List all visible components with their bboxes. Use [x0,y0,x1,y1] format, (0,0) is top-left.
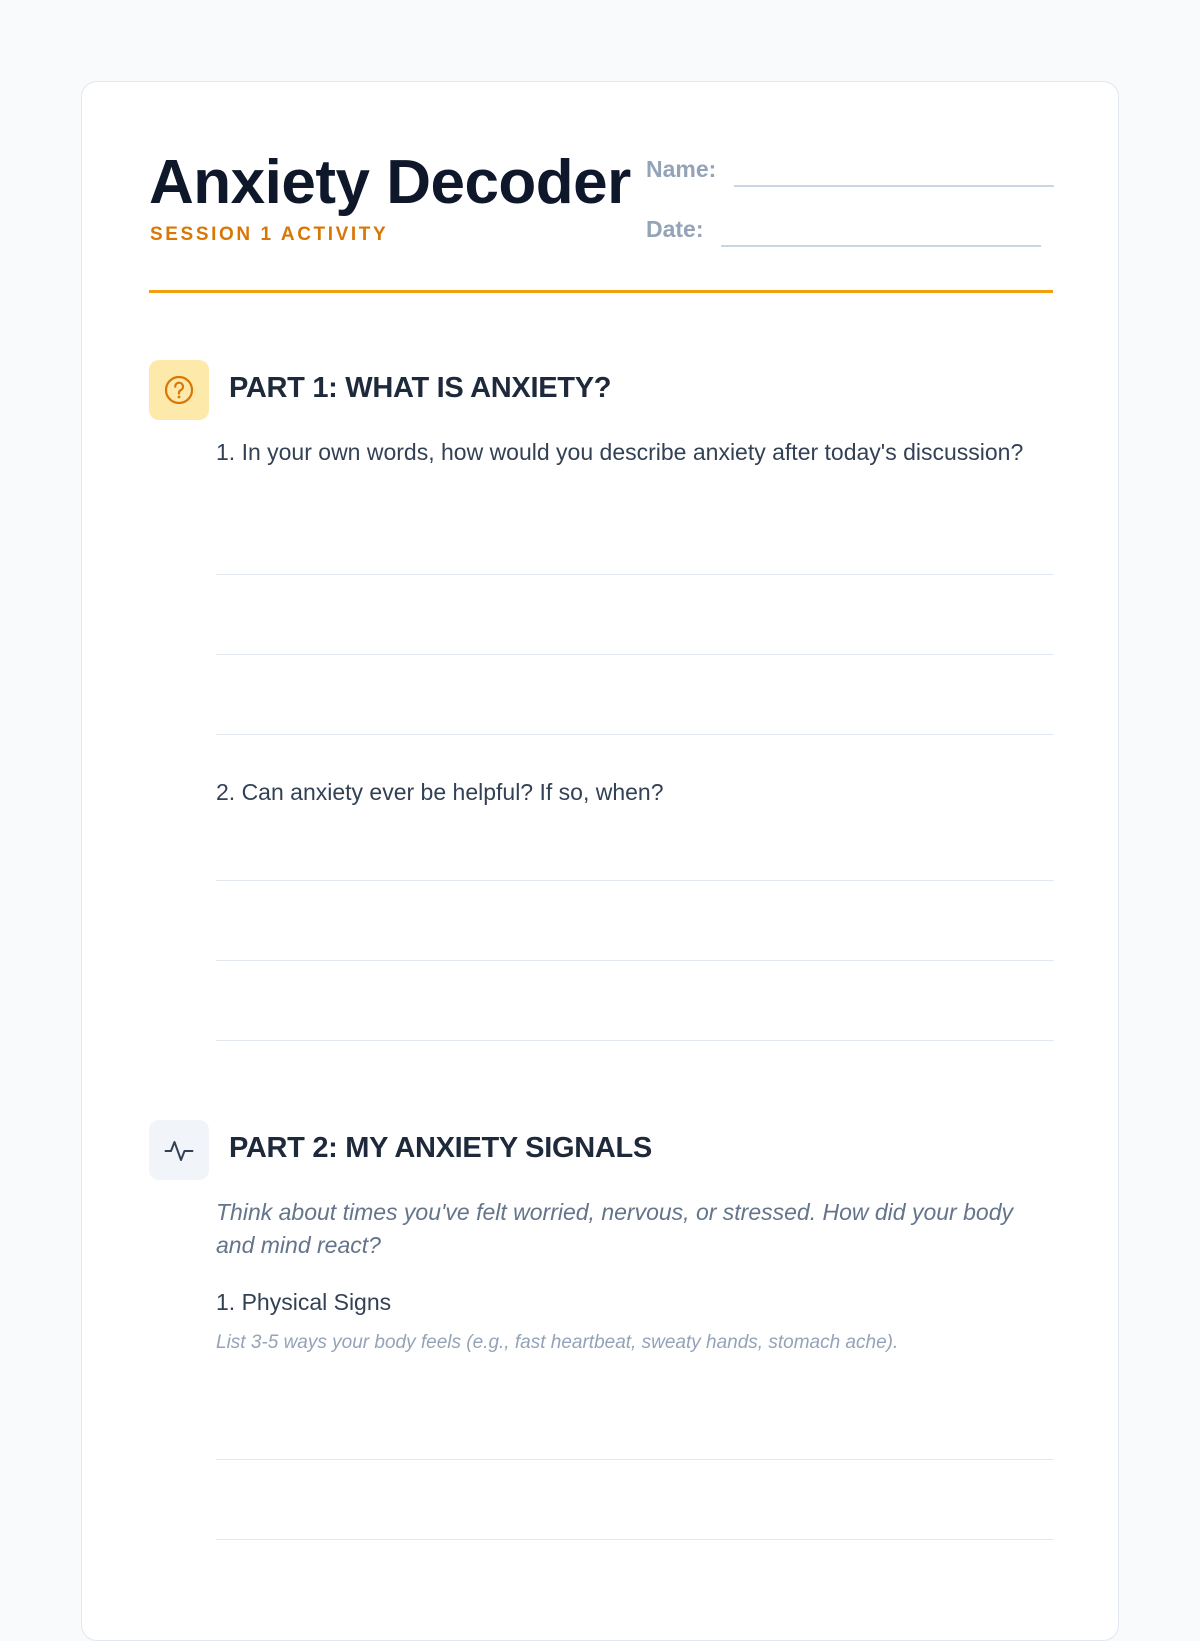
pulse-icon [163,1134,195,1166]
answer-line[interactable] [216,574,1054,575]
part1-title: PART 1: WHAT IS ANXIETY? [229,372,612,404]
part2-intro [216,1196,1054,1262]
worksheet-card [81,81,1119,1641]
question-text: 1. In your own words, how would you describe anxiety after today's discussion? [216,439,1024,465]
part2-heading [149,1120,1049,1180]
part1-question-2 [216,776,1054,809]
physical-signs-hint: List 3-5 ways your body feels (e.g., fast heartbeat, sweaty hands, stomach ache). [216,1332,899,1353]
date-label: Date: [646,216,704,242]
answer-line[interactable] [216,654,1054,655]
name-write-line[interactable] [734,185,1054,187]
part1-question-1 [216,436,1054,469]
part2-title: PART 2: MY ANXIETY SIGNALS [229,1132,652,1164]
session-subtitle: SESSION 1 ACTIVITY [150,224,389,245]
answer-line[interactable] [216,1539,1054,1540]
part1-heading [149,360,1049,420]
answer-line[interactable] [216,960,1054,961]
physical-signs-label: 1. Physical Signs [216,1289,392,1315]
header-divider [149,290,1053,293]
instruction-text: Think about times you've felt worried, nervous, or stressed. How did your body and mind react? [216,1199,1013,1258]
date-write-line[interactable] [721,245,1041,247]
part1-icon-box [149,360,209,420]
part2-icon-box [149,1120,209,1180]
worksheet-header [149,148,1053,292]
physical-signs-hint-block [216,1332,1054,1354]
page-title: Anxiety Decoder [149,148,631,217]
answer-line[interactable] [216,734,1054,735]
question-text: 2. Can anxiety ever be helpful? If so, when? [216,779,664,805]
answer-line[interactable] [216,1040,1054,1041]
name-label: Name: [646,156,717,182]
physical-signs-item [216,1286,1054,1319]
question-circle-icon [163,374,195,406]
answer-line[interactable] [216,1459,1054,1460]
answer-line[interactable] [216,880,1054,881]
